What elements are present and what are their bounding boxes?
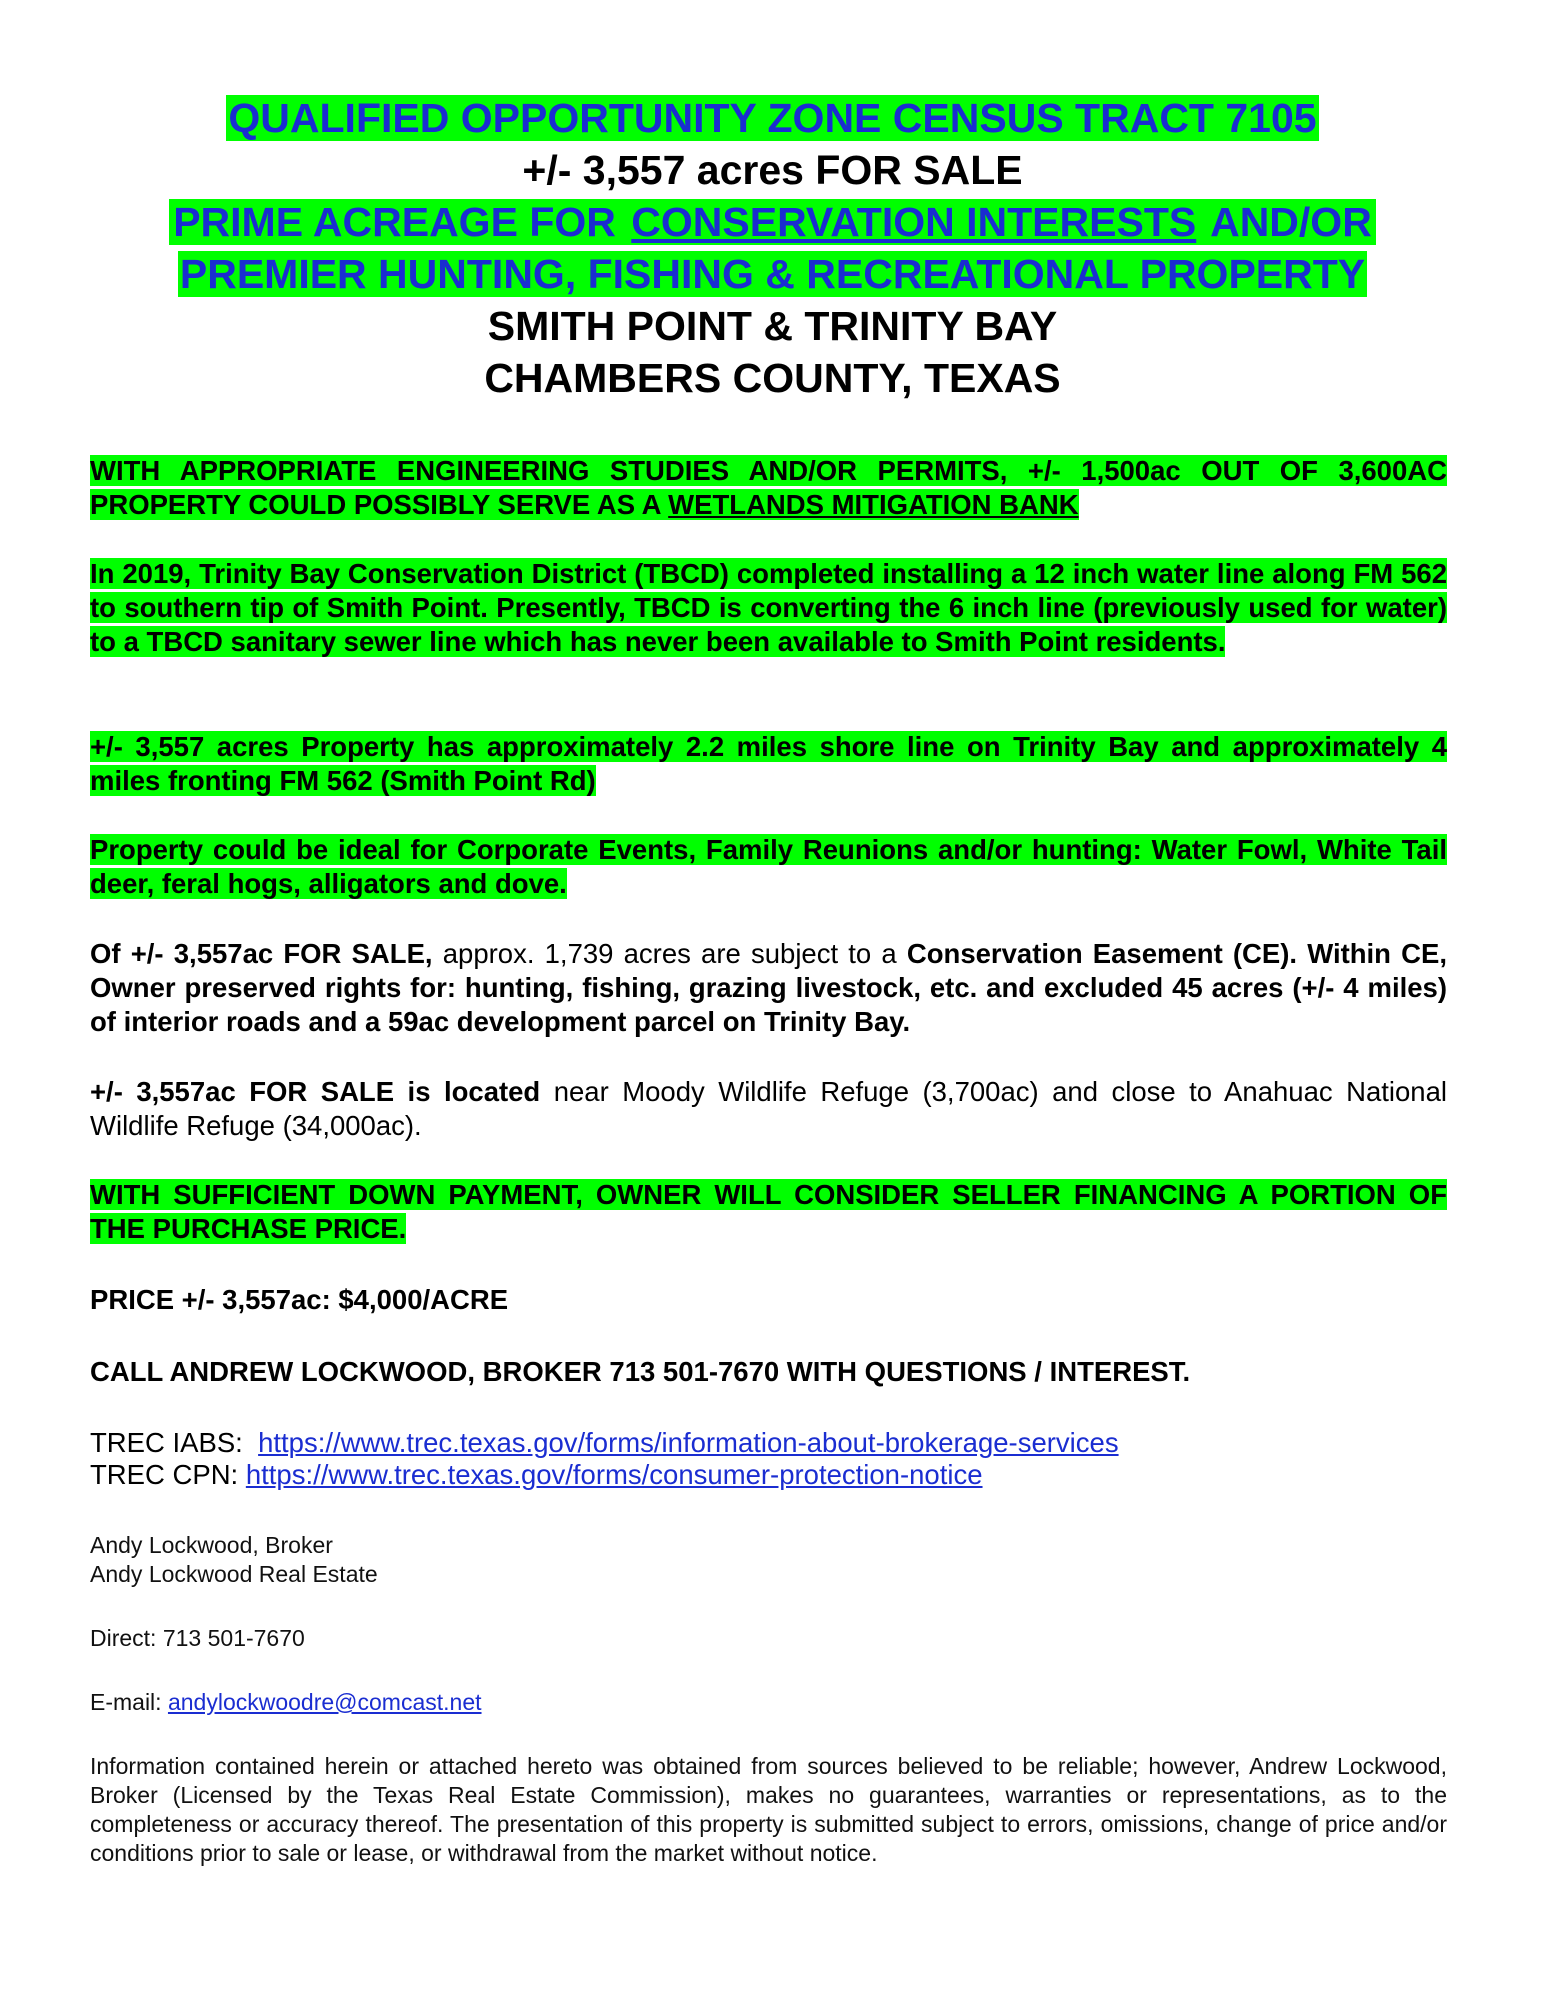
headline-chambers-county (0, 352, 1545, 404)
paragraph-events (90, 833, 1447, 901)
headline-prime-acreage (0, 196, 1545, 248)
headline-acres-for-sale (0, 144, 1545, 196)
contact-company: Andy Lockwood Real Estate (90, 1561, 378, 1587)
location-bold: +/- 3,557ac FOR SALE is located (90, 1076, 541, 1107)
headline-opportunity-zone (0, 92, 1545, 144)
water-line-text: In 2019, Trinity Bay Conservation District (TBCD) completed installing a 12 inch water line along FM 562 to southern tip of Smith Point. Presently, TBCD is converting the 6 inch line (previously used for water) to a TBCD sanitary sewer line which has never been available to Smith Point residents. (90, 558, 1447, 657)
paragraph-wetlands (90, 454, 1447, 522)
trec-iabs-label: TREC IABS: (90, 1427, 259, 1458)
headline-acres-for-sale-text: +/- 3,557 acres FOR SALE (522, 147, 1023, 193)
wetlands-text-pre: WITH APPROPRIATE ENGINEERING STUDIES AND/OR PERMITS, +/- 1,500ac OUT OF 3,600AC PROPERTY COULD POSSIBLY SERVE AS A (90, 455, 1447, 520)
headline-smith-point (0, 300, 1545, 352)
headline-prime-acreage-text (169, 199, 1376, 245)
trec-cpn-line (90, 1459, 1447, 1491)
headline-prime-acreage-pre: PRIME ACREAGE FOR (173, 199, 628, 245)
paragraph-location (90, 1075, 1447, 1143)
paragraph-water-line (90, 557, 1447, 659)
call-line: CALL ANDREW LOCKWOOD, BROKER 713 501-7670 WITH QUESTIONS / INTEREST. (90, 1356, 1191, 1387)
trec-cpn-label: TREC CPN: (90, 1459, 246, 1490)
contact-direct: Direct: 713 501-7670 (90, 1625, 305, 1651)
paragraph-financing (90, 1178, 1447, 1246)
trec-iabs-link[interactable]: https://www.trec.texas.gov/forms/information-about-brokerage-services (258, 1427, 1119, 1458)
events-text: Property could be ideal for Corporate Events, Family Reunions and/or hunting: Water Fowl, White Tail deer, feral hogs, alligators and dove. (90, 834, 1447, 899)
trec-iabs-line (90, 1427, 1447, 1459)
easement-normal: approx. 1,739 acres are subject to a (432, 938, 907, 969)
price-line: PRICE +/- 3,557ac: $4,000/ACRE (90, 1284, 509, 1315)
contact-email-label: E-mail: (90, 1689, 168, 1715)
disclaimer: Information contained herein or attached hereto was obtained from sources believed to be reliable; however, Andrew Lockwood, Broker (Licensed by the Texas Real Estate Commission), makes no guarantees, warranties or representations, as to the completeness or accuracy thereof. The presentation of this property is submitted subject to errors, omissions, change of price and/or conditions prior to sale or lease, or withdrawal from the market without notice. (90, 1753, 1447, 1866)
headline-smith-point-text: SMITH POINT & TRINITY BAY (487, 303, 1058, 349)
headline-opportunity-zone-text: QUALIFIED OPPORTUNITY ZONE CENSUS TRACT 7105 (228, 95, 1317, 141)
headline-premier-hunting-text: PREMIER HUNTING, FISHING & RECREATIONAL PROPERTY (179, 251, 1366, 297)
headline-chambers-county-text: CHAMBERS COUNTY, TEXAS (484, 355, 1061, 401)
paragraph-shoreline (90, 730, 1447, 798)
paragraph-easement (90, 937, 1447, 1039)
contact-email-line (90, 1688, 1447, 1717)
headline-premier-hunting (0, 248, 1545, 300)
contact-name: Andy Lockwood, Broker (90, 1532, 333, 1558)
easement-bold-tail: Conservation Easement (CE). Within CE, Owner preserved rights for: hunting, fishing, grazing livestock, etc. and excluded 45 acres (+/- 4 miles) of interior roads and a 59ac development parcel on Trinity Bay. (90, 938, 1448, 1037)
easement-bold-lead: Of +/- 3,557ac FOR SALE, (90, 938, 433, 969)
contact-email-link[interactable]: andylockwoodre@comcast.net (167, 1689, 482, 1715)
headline-prime-acreage-post: AND/OR (1200, 199, 1372, 245)
financing-text: WITH SUFFICIENT DOWN PAYMENT, OWNER WILL CONSIDER SELLER FINANCING A PORTION OF THE PURCHASE PRICE. (90, 1179, 1447, 1244)
wetlands-mitigation-bank: WETLANDS MITIGATION BANK (668, 489, 1079, 520)
shoreline-text: +/- 3,557 acres Property has approximately 2.2 miles shore line on Trinity Bay and approximately 4 miles fronting FM 562 (Smith Point Rd) (90, 731, 1447, 796)
wetlands-text (90, 455, 1447, 520)
trec-cpn-link[interactable]: https://www.trec.texas.gov/forms/consumer-protection-notice (245, 1459, 983, 1490)
headline-conservation-interests: CONSERVATION INTERESTS (631, 199, 1197, 245)
location-normal: near Moody Wildlife Refuge (3,700ac) and close to Anahuac National Wildlife Refuge (34,000ac). (90, 1076, 1447, 1141)
